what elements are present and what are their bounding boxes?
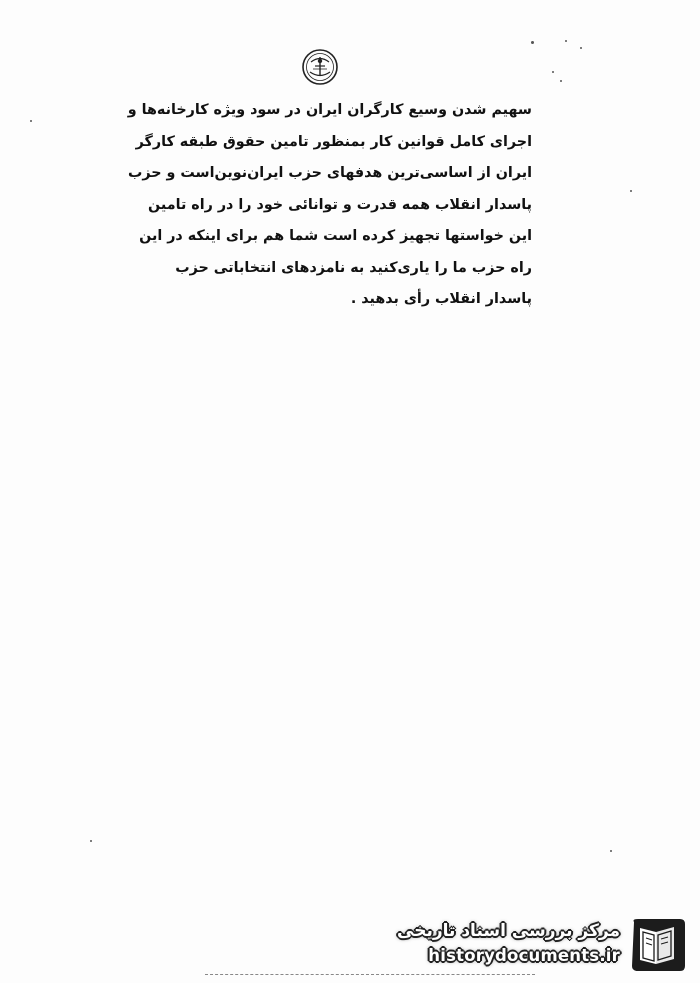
archive-watermark xyxy=(397,915,692,975)
text-line: راه حزب ما را یاری‌کنید به نامزدهای انتخاباتی حزب xyxy=(175,259,532,276)
text-line: ایران از اساسی‌ترین هدفهای حزب ایران‌نوین‌است و حزب xyxy=(128,165,532,181)
scan-speck xyxy=(531,41,534,44)
scan-speck xyxy=(630,190,632,192)
scan-speck xyxy=(560,80,562,82)
party-emblem-icon xyxy=(301,48,339,86)
text-line-last: پاسدار انقلاب رأی بدهید . xyxy=(350,291,532,307)
scan-speck xyxy=(610,850,612,852)
watermark-title: مرکز بررسی اسناد تاریخی xyxy=(397,921,620,941)
text-line: پاسدار انقلاب همه قدرت و توانائی خود را در راه تامین xyxy=(148,196,532,213)
text-line: اجرای کامل قوانین کار بمنظور تامین حقوق طبقه کارگر xyxy=(135,133,532,150)
archive-book-logo-icon xyxy=(626,916,688,974)
watermark-url: historydocuments.ir xyxy=(428,946,620,965)
scan-speck xyxy=(565,40,567,42)
text-line: این خواستها تجهیز کرده است شما هم برای اینکه در این xyxy=(139,228,532,244)
text-line: سهیم شدن وسیع کارگران ایران در سود ویژه کارخانه‌ها و xyxy=(127,102,532,118)
scan-speck xyxy=(580,47,582,49)
scan-speck xyxy=(30,120,32,122)
document-body xyxy=(105,95,532,316)
scan-speck xyxy=(552,71,554,73)
scan-speck xyxy=(90,840,92,842)
